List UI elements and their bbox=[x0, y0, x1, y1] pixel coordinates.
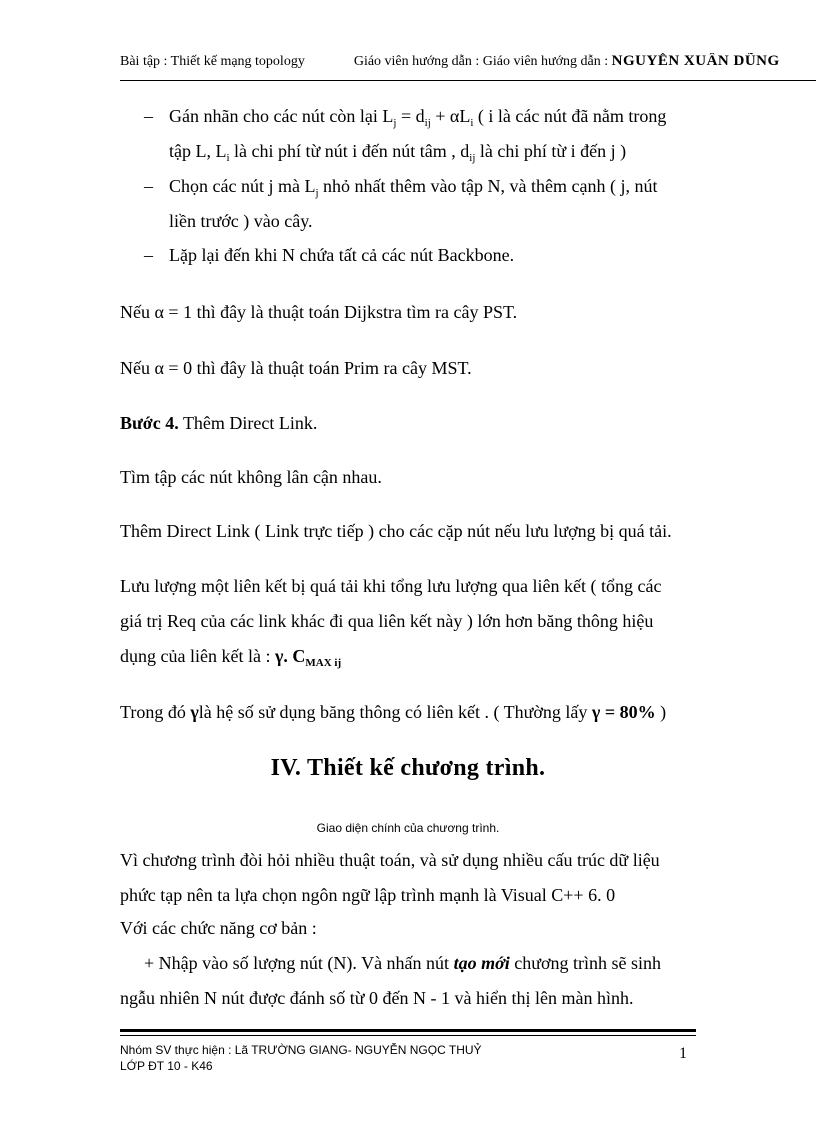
bullet-2-line-2: liền trước ) vào cây. bbox=[169, 211, 313, 231]
find-paragraph: Tìm tập các nút không lân cận nhau. bbox=[120, 467, 382, 487]
header-course-title: Bài tập : Thiết kế mạng topology bbox=[120, 54, 305, 69]
bullet-dash-2: – bbox=[144, 176, 153, 196]
footer-divider-thin bbox=[120, 1035, 696, 1036]
capacity-formula: γ. C bbox=[270, 646, 306, 666]
intro-line-2: phức tạp nên ta lựa chọn ngôn ngữ lập trình mạnh là Visual C++ 6. 0 bbox=[120, 885, 616, 905]
alpha-one-paragraph: Nếu α = 1 thì đây là thuật toán Dijkstra tìm ra cây PST. bbox=[120, 302, 518, 322]
features-intro: Với các chức năng cơ bản : bbox=[120, 918, 317, 938]
overload-line-2: giá trị Req của các link khác đi qua liên kết này ) lớn hơn băng thông hiệu bbox=[120, 611, 654, 631]
bullet-1-line-2: tập L, $L_i$ là chi phí từ nút i đến nút tâm , $d_{ij}$ là chi phí từ i đến j ) bbox=[169, 141, 627, 164]
step-4-paragraph: Bước 4. Thêm Direct Link. bbox=[120, 413, 318, 433]
bullet-dash-1: – bbox=[144, 106, 153, 126]
overload-line-3: dụng của liên kết là : γ. $C_{MAX ij}$ bbox=[120, 646, 342, 669]
feature-1-line-1: + Nhập vào số lượng nút (N). Và nhấn nút tạo mới chương trình sẽ sinh bbox=[144, 953, 661, 973]
section-heading: IV. Thiết kế chương trình. bbox=[270, 755, 546, 781]
page-footer bbox=[120, 1042, 482, 1074]
figure-caption: Giao diện chính của chương trình. bbox=[316, 821, 500, 835]
intro-line-1: Vì chương trình đòi hỏi nhiều thuật toán, và sử dụng nhiều cấu trúc dữ liệu bbox=[120, 850, 660, 870]
bullet-1-line-1: Gán nhãn cho các nút còn lại $L_j = d_{ij} + \alpha L_i$ ( i là các nút đã nằm trong bbox=[169, 106, 667, 129]
bullet-dash-3: – bbox=[144, 245, 153, 265]
feature-1-line-2: ngẫu nhiên N nút được đánh số từ 0 đến N - 1 và hiển thị lên màn hình. bbox=[120, 988, 634, 1008]
overload-line-1: Lưu lượng một liên kết bị quá tải khi tổng lưu lượng qua liên kết ( tổng các bbox=[120, 576, 662, 596]
step-4-label: Bước 4. bbox=[120, 413, 179, 433]
add-direct-link-paragraph: Thêm Direct Link ( Link trực tiếp ) cho các cặp nút nếu lưu lượng bị quá tải. bbox=[120, 521, 672, 541]
footer-authors: Nhóm SV thực hiện : Lã TRƯỜNG GIANG- NGUYỄN NGỌC THUỶ bbox=[120, 1043, 482, 1057]
page-number: 1 bbox=[679, 1045, 687, 1062]
footer-class: LỚP ĐT 10 - K46 bbox=[120, 1059, 213, 1073]
gamma-paragraph: Trong đó γlà hệ số sử dụng băng thông có liên kết . ( Thường lấy γ = 80% ) bbox=[120, 702, 667, 722]
header-divider bbox=[120, 80, 816, 81]
bullet-3-line-1: Lặp lại đến khi N chứa tất cả các nút Backbone. bbox=[169, 245, 515, 265]
header-instructor-name: NGUYỄN XUÂN DŨNG bbox=[611, 53, 780, 69]
footer-divider-thick bbox=[120, 1029, 696, 1032]
header-instructor-label: Giáo viên hướng dẫn : Giáo viên hướng dẫn : bbox=[353, 54, 609, 69]
page-header bbox=[120, 53, 816, 70]
bullet-2-line-1: Chọn các nút j mà $L_j$ nhỏ nhất thêm vào tập N, và thêm cạnh ( j, nút bbox=[169, 176, 658, 199]
alpha-zero-paragraph: Nếu α = 0 thì đây là thuật toán Prim ra cây MST. bbox=[120, 358, 472, 378]
create-new-term: tạo mới bbox=[453, 953, 510, 973]
